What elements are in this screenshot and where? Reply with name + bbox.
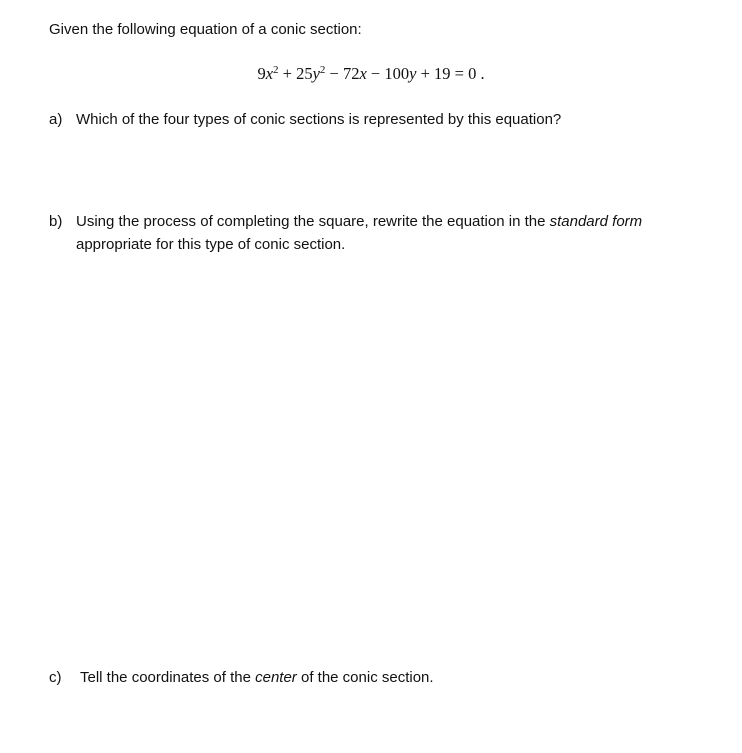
question-a	[49, 108, 686, 131]
operator-minus: −	[325, 64, 343, 83]
question-text: Using the process of completing the square, rewrite the equation in the standard form appropriate for this type of conic section.	[76, 213, 643, 253]
term-25y2: $25y^2$	[296, 64, 326, 83]
operator-minus: −	[366, 64, 385, 83]
intro-text: Given the following equation of a conic section:	[49, 21, 362, 38]
equals-sign: =	[450, 64, 469, 83]
term-100y: 100y	[384, 64, 417, 83]
conic-equation	[0, 63, 742, 85]
question-text: Which of the four types of conic sections is represented by this equation?	[76, 111, 562, 128]
equation-period: .	[476, 64, 485, 83]
question-label: a)	[49, 111, 63, 128]
question-label: b)	[49, 213, 63, 230]
term-72x: 72x	[342, 64, 367, 83]
question-text: Tell the coordinates of the center of the conic section.	[80, 669, 434, 686]
question-c	[49, 666, 690, 689]
operator-plus: +	[278, 64, 297, 83]
question-label: c)	[49, 669, 62, 686]
emphasis-standard-form: standard form	[549, 213, 643, 230]
term-constant: 19	[434, 64, 451, 83]
right-hand-side: 0	[468, 64, 477, 83]
operator-plus: +	[416, 64, 434, 83]
emphasis-center: center	[255, 669, 297, 686]
term-9x2: $9x^2$	[257, 64, 279, 83]
question-b	[49, 210, 686, 256]
